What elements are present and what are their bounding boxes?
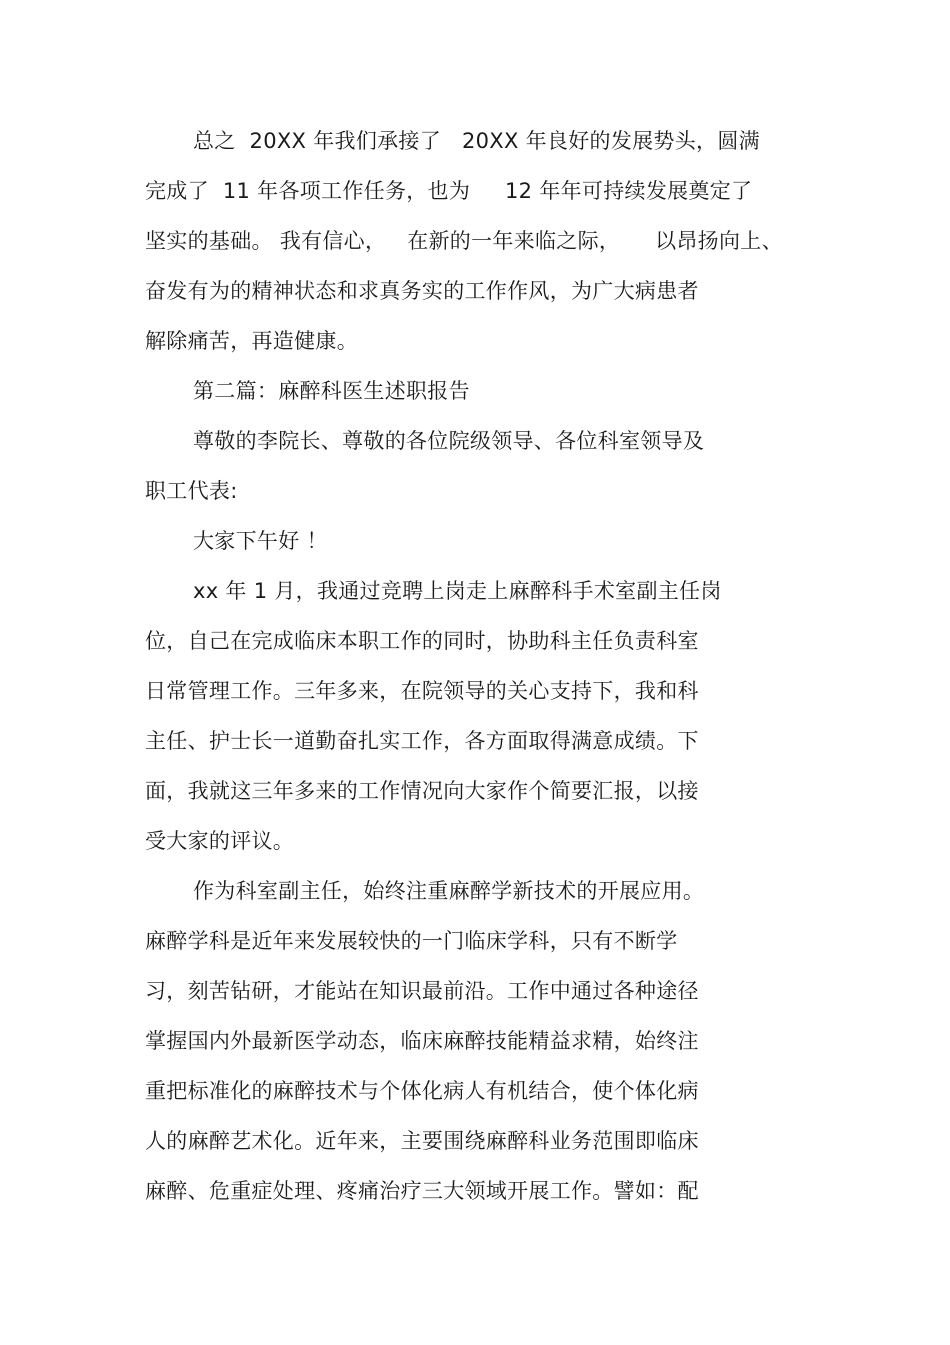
text-line-3: 坚实的基础。 我有信心， 在新的一年来临之际， 以昂扬向上、 [145, 229, 783, 253]
text-line-17: 麻醉学科是近年来发展较快的一门临床学科，只有不断学 [145, 929, 678, 953]
text-line-5: 解除痛苦，再造健康。 [145, 329, 358, 353]
text-line-15: 受大家的评议。 [145, 829, 295, 853]
text-line-22: 麻醉、危重症处理、疼痛治疗三大领域开展工作。譬如：配 [145, 1179, 699, 1203]
section-heading: 第二篇：麻醉科医生述职报告 [193, 379, 470, 403]
text-line-1: 总之 20XX 年我们承接了 20XX 年良好的发展势头，圆满 [193, 129, 760, 153]
text-line-11: 位，自己在完成临床本职工作的同时，协助科主任负责科室 [145, 629, 699, 653]
text-line-19: 掌握国内外最新医学动态，临床麻醉技能精益求精，始终注 [145, 1029, 699, 1053]
text-line-4: 奋发有为的精神状态和求真务实的工作作风，为广大病患者 [145, 279, 699, 303]
text-line-14: 面，我就这三年多来的工作情况向大家作个简要汇报，以接 [145, 779, 699, 803]
text-line-21: 人的麻醉艺术化。近年来，主要围绕麻醉科业务范围即临床 [145, 1129, 699, 1153]
text-line-18: 习，刻苦钻研，才能站在知识最前沿。工作中通过各种途径 [145, 979, 699, 1003]
text-line-9: 大家下午好 ！ [193, 529, 328, 553]
text-line-12: 日常管理工作。三年多来，在院领导的关心支持下，我和科 [145, 679, 699, 703]
text-line-13: 主任、护士长一道勤奋扎实工作，各方面取得满意成绩。下 [145, 729, 699, 753]
text-line-8: 职工代表: [145, 479, 238, 503]
text-line-7: 尊敬的李院长、尊敬的各位院级领导、各位科室领导及 [193, 429, 705, 453]
text-line-10: xx 年 1 月，我通过竞聘上岗走上麻醉科手术室副主任岗 [193, 579, 722, 603]
text-line-2: 完成了 11 年各项工作任务，也为 12 年年可持续发展奠定了 [145, 179, 753, 203]
text-line-16: 作为科室副主任，始终注重麻醉学新技术的开展应用。 [193, 879, 705, 903]
text-line-20: 重把标准化的麻醉技术与个体化病人有机结合，使个体化病 [145, 1079, 699, 1103]
